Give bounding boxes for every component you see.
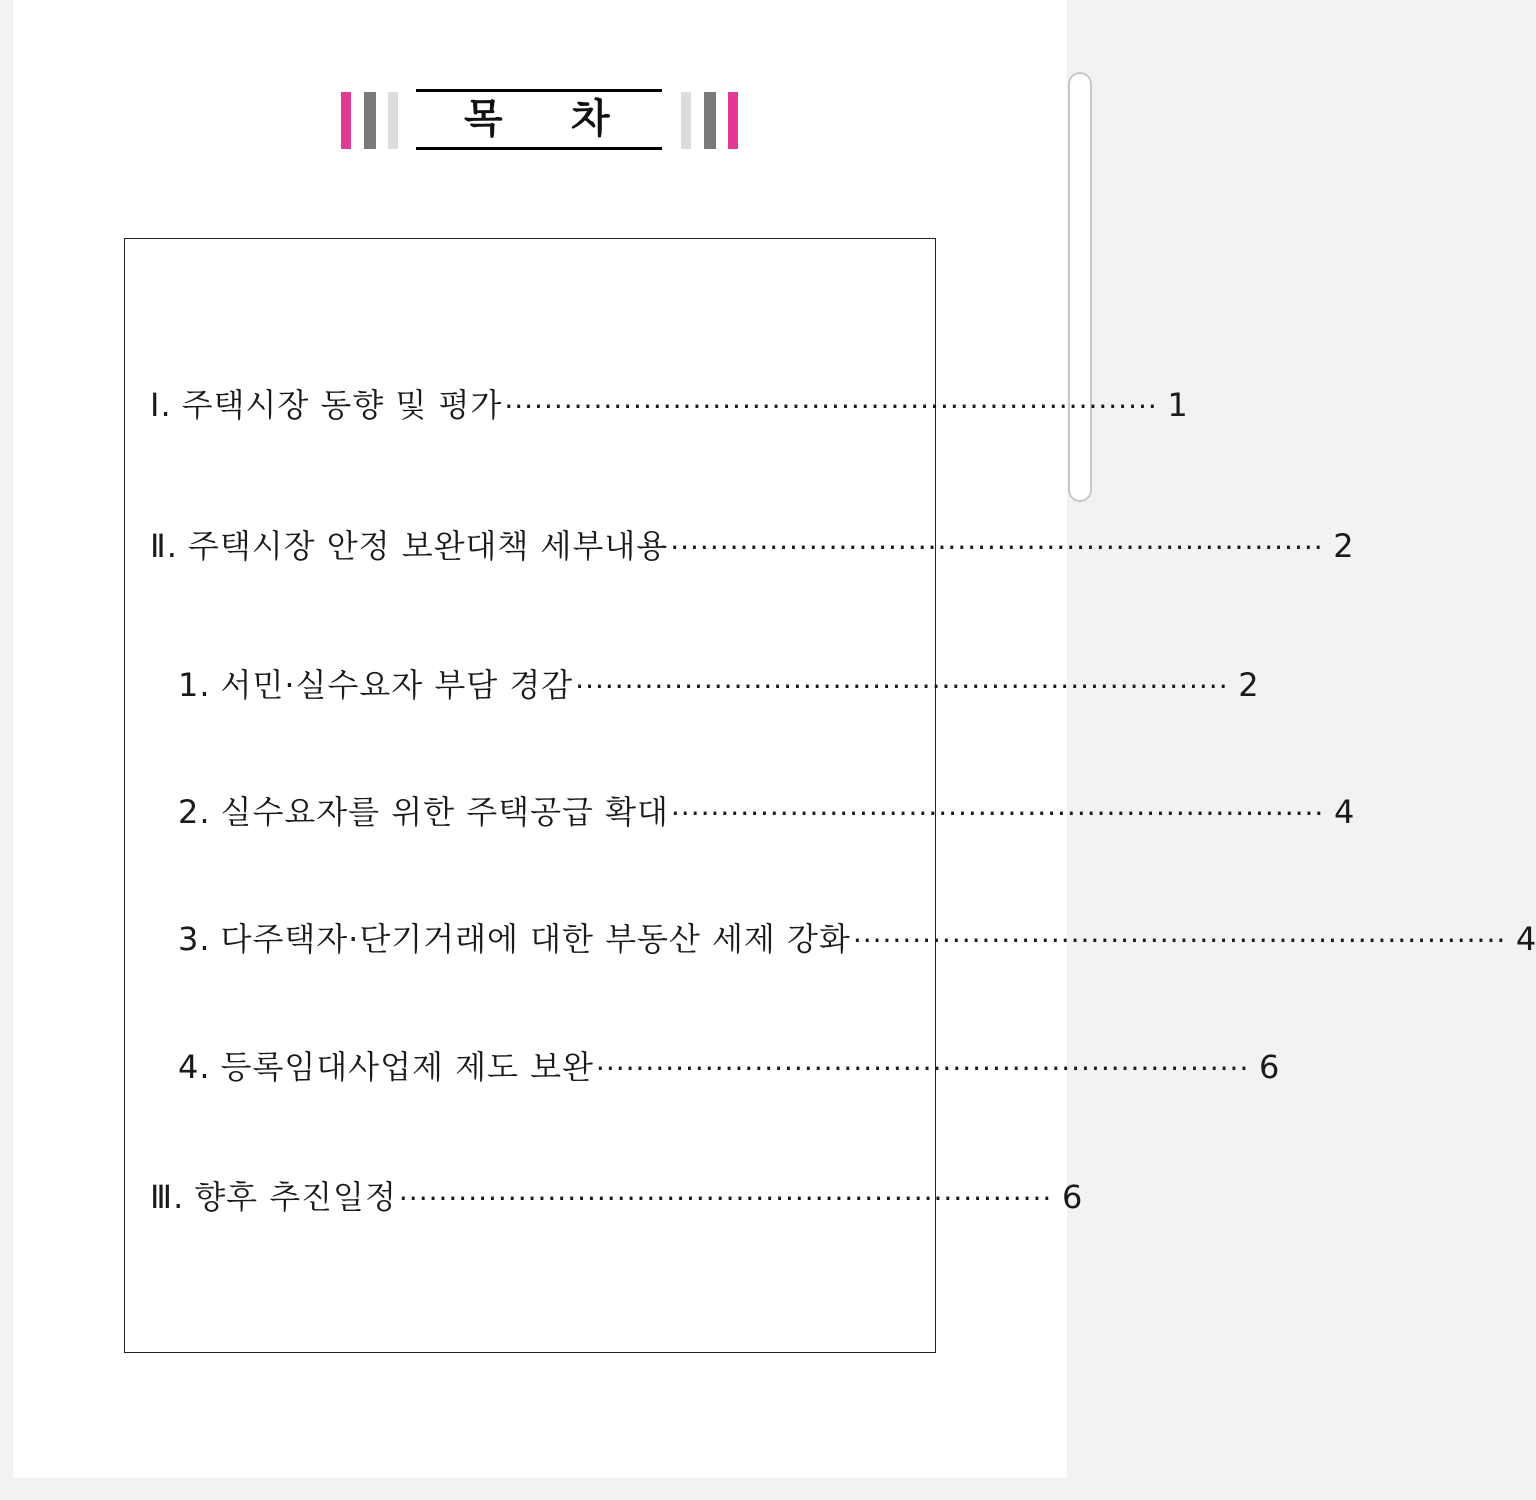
toc-leader-dots: ·································································· [670,531,1324,564]
toc-leader-dots: ·································································· [670,797,1325,830]
toc-entry-2[interactable] [150,521,1354,565]
toc-entry-num: 2. [178,793,211,831]
toc-leader-dots: ·································································· [852,924,1507,957]
toc-entry-label: 향후 추진일정 [194,1178,397,1216]
title-bar-left-light [388,92,398,149]
toc-entry-page: 1 [1167,386,1188,424]
toc-entry-label: 실수요자를 위한 주택공급 확대 [220,793,669,831]
toc-entry-label: 등록임대사업제 제도 보완 [220,1048,594,1086]
title-char-2: 차 [571,96,610,142]
toc-entry-5[interactable] [178,914,1536,958]
toc-entry-num: Ⅰ. [150,386,172,424]
toc-entry-page: 6 [1259,1048,1280,1086]
page-title [416,89,662,150]
toc-entry-page: 6 [1061,1178,1083,1216]
toc-leader-dots: ·································································· [398,1182,1053,1215]
toc-leader-dots: ·································································· [595,1052,1250,1085]
toc-entry-4[interactable] [178,787,1355,831]
title-bar-right-light [681,92,691,149]
scroll-handle[interactable] [1068,72,1092,502]
title-bar-left-gray [364,92,376,149]
toc-entry-num: Ⅱ. [150,527,178,565]
toc-entry-num: 1. [178,666,211,704]
title-bar-left-pink [341,92,351,149]
toc-entry-label: 서민·실수요자 부담 경감 [220,666,574,704]
toc-entry-page: 4 [1515,920,1536,958]
toc-entry-6[interactable] [178,1042,1280,1086]
title-bar-right-pink [728,92,738,149]
toc-entry-1[interactable] [150,380,1188,424]
toc-entry-num: Ⅲ. [150,1178,185,1216]
toc-leader-dots: ·································································· [575,670,1229,703]
toc-entry-label: 다주택자·단기거래에 대한 부동산 세제 강화 [220,920,851,958]
title-char-1: 목 [464,96,503,142]
toc-entry-label: 주택시장 안정 보완대책 세부내용 [187,527,669,565]
toc-leader-dots: ·································································· [504,390,1158,423]
toc-entry-page: 4 [1333,793,1355,831]
toc-entry-7[interactable] [150,1172,1083,1216]
toc-entry-num: 3. [178,920,211,958]
toc-entry-3[interactable] [178,660,1259,704]
toc-entry-num: 4. [178,1048,211,1086]
toc-entry-page: 2 [1238,666,1259,704]
toc-entry-label: 주택시장 동향 및 평가 [181,386,503,424]
title-bar-right-gray [704,92,716,149]
toc-entry-page: 2 [1333,527,1354,565]
